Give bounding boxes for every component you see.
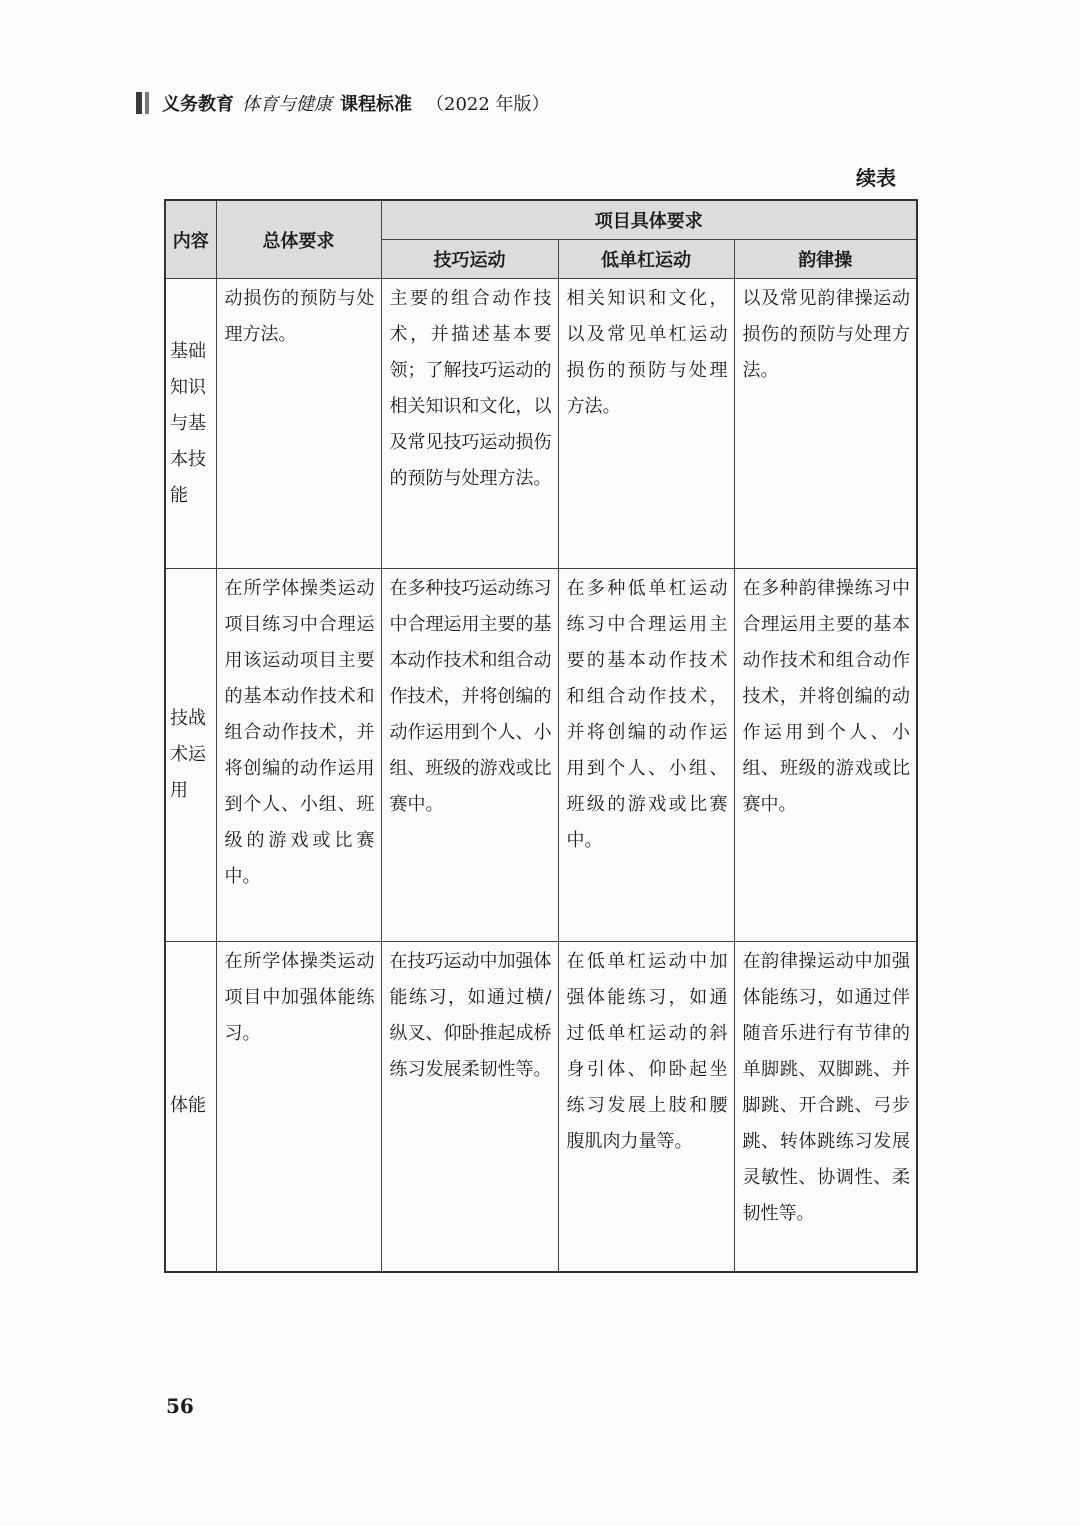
continued-label: 续表 [856, 166, 896, 190]
cell-rhythmic: 在韵律操运动中加强体能练习，如通过伴随音乐进行有节律的单脚跳、双脚跳、并脚跳、开合跳、弓步跳、转体跳练习发展灵敏性、协调性、柔韧性等。 [734, 942, 917, 1272]
row-label-basic: 基础知识与基本技能 [165, 279, 216, 569]
cell-overall: 动损伤的预防与处理方法。 [216, 279, 381, 569]
header-specific-group: 项目具体要求 [381, 200, 917, 240]
requirements-table [164, 199, 918, 1273]
header-overall: 总体要求 [216, 200, 381, 279]
header-rhythmic: 韵律操 [734, 240, 917, 279]
header-edition: （2022 年版） [426, 94, 550, 115]
header-content: 内容 [165, 200, 216, 279]
cell-overall: 在所学体操类运动项目中加强体能练习。 [216, 942, 381, 1272]
header-low-bar: 低单杠运动 [558, 240, 734, 279]
page-number: 56 [166, 1394, 194, 1418]
running-header [136, 88, 550, 118]
cell-low-bar: 相关知识和文化，以及常见单杠运动损伤的预防与处理方法。 [558, 279, 734, 569]
cell-tumbling: 在技巧运动中加强体能练习，如通过横/纵叉、仰卧推起成桥练习发展柔韧性等。 [381, 942, 558, 1272]
cell-low-bar: 在低单杠运动中加强体能练习，如通过低单杠运动的斜身引体、仰卧起坐练习发展上肢和腰腹肌肉力量等。 [558, 942, 734, 1272]
table-row [165, 279, 917, 569]
header-title-part1: 义务教育 [162, 94, 234, 115]
row-label-fitness: 体能 [165, 942, 216, 1272]
row-label-tactics: 技战术运用 [165, 569, 216, 942]
header-title-part2: 体育与健康 [242, 94, 332, 115]
cell-tumbling: 在多种技巧运动练习中合理运用主要的基本动作技术和组合动作技术，并将创编的动作运用到个人、小组、班级的游戏或比赛中。 [381, 569, 558, 942]
table-row [165, 569, 917, 942]
cell-rhythmic: 以及常见韵律操运动损伤的预防与处理方法。 [734, 279, 917, 569]
header-bars-icon [136, 92, 152, 114]
cell-tumbling: 主要的组合动作技术，并描述基本要领；了解技巧运动的相关知识和文化，以及常见技巧运动损伤的预防与处理方法。 [381, 279, 558, 569]
table-header-row-1 [165, 200, 917, 240]
cell-rhythmic: 在多种韵律操练习中合理运用主要的基本动作技术和组合动作技术，并将创编的动作运用到个人、小组、班级的游戏或比赛中。 [734, 569, 917, 942]
header-tumbling: 技巧运动 [381, 240, 558, 279]
cell-low-bar: 在多种低单杠运动练习中合理运用主要的基本动作技术和组合动作技术，并将创编的动作运用到个人、小组、班级的游戏或比赛中。 [558, 569, 734, 942]
header-title-part3: 课程标准 [340, 94, 412, 115]
table-row [165, 942, 917, 1272]
cell-overall: 在所学体操类运动项目练习中合理运用该运动项目主要的基本动作技术和组合动作技术，并将创编的动作运用到个人、小组、班级的游戏或比赛中。 [216, 569, 381, 942]
